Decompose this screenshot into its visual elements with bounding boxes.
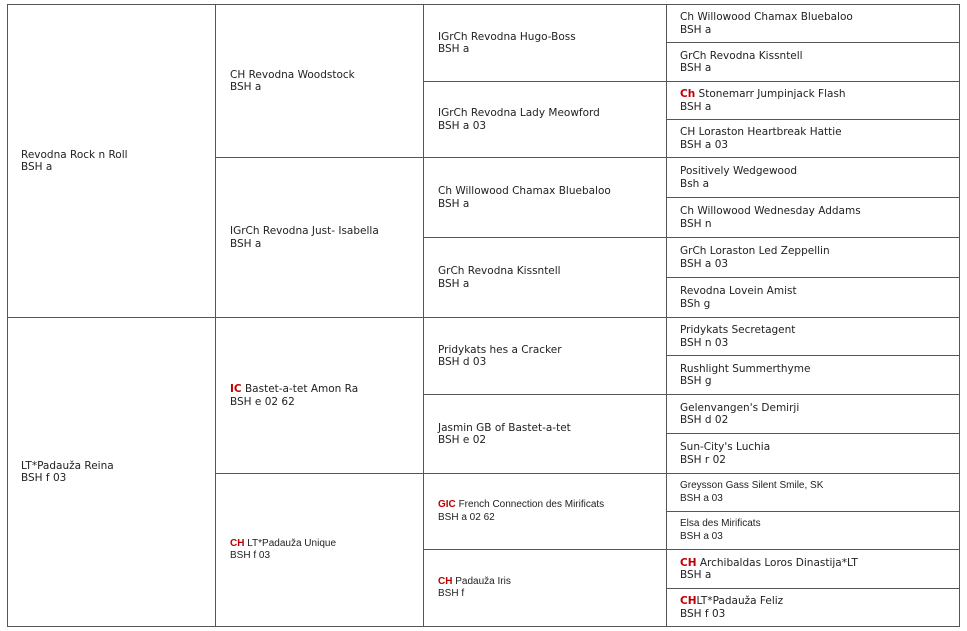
cat-name: LT*Padauža Reina <box>21 459 114 472</box>
pedigree-cell-gen3 <box>423 237 667 318</box>
pedigree-cell-gen4 <box>666 394 960 434</box>
title-badge: IC <box>230 383 242 395</box>
pedigree-table <box>7 4 959 626</box>
cat-name: Sun-City's Luchia <box>680 441 771 453</box>
cat-name: CH Loraston Heartbreak Hattie <box>680 126 842 138</box>
breed-code: BSH n 03 <box>680 336 729 349</box>
cat-name: Bastet-a-tet Amon Ra <box>244 383 359 395</box>
cat-name-line <box>21 460 215 473</box>
pedigree-cell-gen4 <box>666 277 960 318</box>
cat-name-line <box>438 344 666 357</box>
title-badge: CH <box>680 595 697 607</box>
cat-name-line <box>680 245 959 258</box>
pedigree-cell-gen3 <box>423 549 667 627</box>
cat-name: Elsa des Mirificats <box>680 518 761 529</box>
cat-name: Stonemarr Jumpinjack Flash <box>698 88 846 100</box>
cat-name-line <box>680 441 959 454</box>
cat-name-line <box>680 363 959 376</box>
breed-code: BSH d 03 <box>438 356 487 368</box>
pedigree-cell-gen4 <box>666 549 960 589</box>
pedigree-cell-gen4 <box>666 157 960 198</box>
pedigree-cell-gen4 <box>666 355 960 395</box>
cat-name: IGrCh Revodna Just- Isabella <box>230 225 379 237</box>
pedigree-cell-gen4 <box>666 237 960 278</box>
cat-name: Ch Willowood Chamax Bluebaloo <box>680 11 853 23</box>
cat-name-line <box>438 185 666 198</box>
pedigree-cell-gen4 <box>666 473 960 512</box>
breed-code: Bsh a <box>680 177 710 190</box>
cat-name: Greysson Gass Silent Smile, SK <box>680 480 824 491</box>
cat-name: GrCh Revodna Kissntell <box>438 265 561 277</box>
breed-code: BSH a <box>680 23 712 36</box>
breed-code: BSH a 03 <box>680 138 729 151</box>
cat-name-line <box>680 50 959 63</box>
breed-code: BSH g <box>680 375 712 387</box>
breed-code: BSH a 03 <box>438 119 487 132</box>
pedigree-cell-gen2 <box>215 157 424 318</box>
breed-code: BSH a <box>680 569 712 581</box>
cat-name-line <box>438 499 666 512</box>
title-badge: CH <box>438 575 453 587</box>
cat-name: Archibaldas Loros Dinastija*LT <box>699 556 858 569</box>
cat-name: Pridykats hes a Cracker <box>438 343 562 356</box>
cat-name-line <box>230 225 423 238</box>
cat-name-line <box>680 285 959 298</box>
pedigree-cell-gen4 <box>666 4 960 43</box>
cat-name: French Connection des Mirificats <box>458 499 605 510</box>
cat-name: Jasmin GB of Bastet-a-tet <box>438 421 571 434</box>
pedigree-cell-gen3 <box>423 4 667 82</box>
pedigree-cell-gen2 <box>215 473 424 627</box>
cat-name-line <box>438 107 666 120</box>
pedigree-cell-gen4 <box>666 511 960 550</box>
cat-name: Ch Willowood Chamax Bluebaloo <box>438 185 611 197</box>
breed-code: BSH a 03 <box>680 492 723 504</box>
cat-name: IGrCh Revodna Lady Meowford <box>438 107 600 119</box>
pedigree-cell-gen2 <box>215 4 424 158</box>
pedigree-cell-gen1 <box>7 4 216 318</box>
cat-name-line <box>21 149 215 162</box>
cat-name-line <box>680 324 959 337</box>
breed-code: BSH f 03 <box>21 472 67 484</box>
breed-code: BSH a <box>438 197 470 210</box>
cat-name: LT*Padauža Unique <box>247 537 336 549</box>
pedigree-cell-gen4 <box>666 42 960 82</box>
pedigree-cell-gen3 <box>423 157 667 238</box>
breed-code: BSh g <box>680 297 711 310</box>
breed-code: BSH a 02 62 <box>438 511 495 523</box>
cat-name-line <box>230 383 423 396</box>
pedigree-cell-gen3 <box>423 81 667 158</box>
cat-name: Ch Willowood Wednesday Addams <box>680 205 861 217</box>
cat-name-line <box>680 88 959 101</box>
pedigree-cell-gen2 <box>215 317 424 474</box>
cat-name: Positively Wedgewood <box>680 165 798 177</box>
cat-name-line <box>680 557 959 570</box>
cat-name-line <box>438 265 666 278</box>
title-badge: Ch <box>680 88 696 100</box>
cat-name: Padauža Iris <box>455 575 511 587</box>
breed-code: BSH a <box>438 277 470 290</box>
title-badge: CH <box>230 537 245 549</box>
pedigree-cell-gen4 <box>666 588 960 627</box>
breed-code: BSH f 03 <box>680 607 726 620</box>
breed-code: BSH a <box>21 161 53 173</box>
pedigree-cell-gen4 <box>666 81 960 120</box>
breed-code: BSH f 03 <box>230 550 271 561</box>
cat-name: IGrCh Revodna Hugo-Boss <box>438 30 576 43</box>
cat-name: CH Revodna Woodstock <box>230 68 355 81</box>
cat-name: GrCh Revodna Kissntell <box>680 49 803 62</box>
breed-code: BSH d 02 <box>680 414 729 426</box>
cat-name: Rushlight Summerthyme <box>680 362 811 375</box>
title-badge: CH <box>680 556 697 569</box>
breed-code: BSH a <box>438 43 470 55</box>
cat-name: Revodna Lovein Amist <box>680 285 797 297</box>
pedigree-cell-gen3 <box>423 394 667 474</box>
cat-name-line <box>680 165 959 178</box>
breed-code: BSH a <box>680 100 712 113</box>
cat-name: Pridykats Secretagent <box>680 324 796 336</box>
cat-name-line <box>438 422 666 435</box>
pedigree-cell-gen4 <box>666 433 960 474</box>
pedigree-cell-gen3 <box>423 473 667 550</box>
cat-name-line <box>438 576 666 589</box>
breed-code: BSH a 03 <box>680 530 723 542</box>
cat-name: GrCh Loraston Led Zeppellin <box>680 245 830 257</box>
cat-name-line <box>680 402 959 415</box>
cat-name-line <box>230 69 423 82</box>
cat-name-line <box>680 126 959 139</box>
cat-name-line <box>680 480 959 493</box>
breed-code: BSH a <box>230 81 262 93</box>
breed-code: BSH f <box>438 588 465 599</box>
cat-name-line <box>438 31 666 44</box>
pedigree-cell-gen1 <box>7 317 216 627</box>
breed-code: BSH a <box>230 237 262 250</box>
cat-name: Revodna Rock n Roll <box>21 148 128 161</box>
breed-code: BSH a <box>680 62 712 74</box>
title-badge: GIC <box>438 499 456 510</box>
cat-name-line <box>680 205 959 218</box>
breed-code: BSH r 02 <box>680 453 726 466</box>
pedigree-cell-gen3 <box>423 317 667 395</box>
pedigree-cell-gen4 <box>666 119 960 158</box>
breed-code: BSH e 02 <box>438 434 487 446</box>
cat-name-line <box>680 11 959 24</box>
cat-name-line <box>680 595 959 608</box>
cat-name-line <box>680 518 959 531</box>
breed-code: BSH a 03 <box>680 257 729 270</box>
breed-code: BSH n <box>680 217 712 230</box>
cat-name: Gelenvangen's Demirji <box>680 401 800 414</box>
breed-code: BSH e 02 62 <box>230 395 295 408</box>
pedigree-cell-gen4 <box>666 317 960 356</box>
pedigree-cell-gen4 <box>666 197 960 238</box>
cat-name-line <box>230 538 423 551</box>
cat-name: LT*Padauža Feliz <box>696 595 784 607</box>
